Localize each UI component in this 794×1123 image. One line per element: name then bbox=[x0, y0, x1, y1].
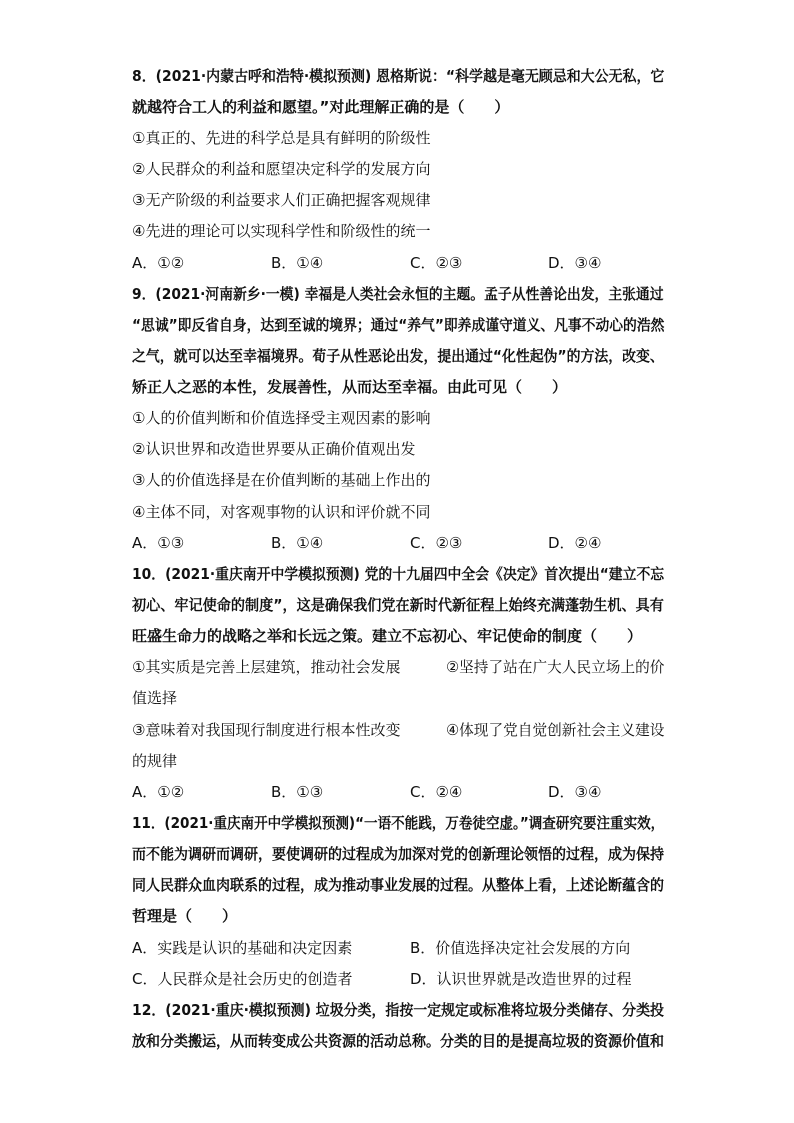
q10-choice-a: A．①② bbox=[132, 783, 185, 801]
q9-item-2: ②认识世界和改造世界要从正确价值观出发 bbox=[132, 440, 416, 458]
q8-item-1: ①真正的、先进的科学总是具有鲜明的阶级性 bbox=[132, 129, 431, 147]
q9-stem-line-3: 之气，就可以达至幸福境界。荀子从性恶论出发，提出通过“化性起伪”的方法，改变、 bbox=[132, 347, 664, 365]
q8-item-3: ③无产阶级的利益要求人们正确把握客观规律 bbox=[132, 191, 431, 209]
q8-choice-c: C．②③ bbox=[410, 254, 463, 272]
q11-choice-b: B．价值选择决定社会发展的方向 bbox=[410, 939, 631, 957]
q9-item-3: ③人的价值选择是在价值判断的基础上作出的 bbox=[132, 471, 431, 489]
q9-choice-c: C．②③ bbox=[410, 534, 463, 552]
q9-item-1: ①人的价值判断和价值选择受主观因素的影响 bbox=[132, 409, 431, 427]
q9-choice-d: D．②④ bbox=[548, 534, 602, 552]
q8-item-2: ②人民群众的利益和愿望决定科学的发展方向 bbox=[132, 160, 431, 178]
q10-choice-c: C．②④ bbox=[410, 783, 463, 801]
q8-choice-d: D．③④ bbox=[548, 254, 602, 272]
q12-stem-line-1: 12．(2021·重庆·模拟预测) 垃圾分类，指按一定规定或标准将垃圾分类储存、分类投 bbox=[132, 1001, 664, 1019]
q10-item-2-cont: 值选择 bbox=[132, 689, 178, 707]
q10-item-4-cont: 的规律 bbox=[132, 752, 178, 770]
q10-stem-line-3: 旺盛生命力的战略之举和长远之策。建立不忘初心、牢记使命的制度（ ） bbox=[132, 627, 643, 645]
q10-item-2: ②坚持了站在广大人民立场上的价 bbox=[446, 658, 665, 676]
q10-choice-d: D．③④ bbox=[548, 783, 602, 801]
q8-stem-line-2: 就越符合工人的利益和愿望。”对此理解正确的是（ ） bbox=[132, 98, 510, 116]
q8-choice-b: B．①④ bbox=[271, 254, 324, 272]
q11-choice-c: C．人民群众是社会历史的创造者 bbox=[132, 970, 353, 988]
q9-stem-line-2: “思诚”即反省自身，达到至诚的境界；通过“养气”即养成谨守道义、凡事不动心的浩然 bbox=[132, 316, 665, 334]
q11-choice-a: A．实践是认识的基础和决定因素 bbox=[132, 939, 353, 957]
q11-stem-line-2: 而不能为调研而调研，要使调研的过程成为加深对党的创新理论领悟的过程，成为保持 bbox=[132, 845, 664, 863]
q9-choice-a: A．①③ bbox=[132, 534, 185, 552]
q10-choice-b: B．①③ bbox=[271, 783, 324, 801]
q9-stem-line-1: 9．(2021·河南新乡·一模) 幸福是人类社会永恒的主题。孟子从性善论出发，主张通过 bbox=[132, 285, 664, 303]
q10-item-1: ①其实质是完善上层建筑，推动社会发展 bbox=[132, 658, 401, 676]
q10-item-3: ③意味着对我国现行制度进行根本性改变 bbox=[132, 721, 401, 739]
q11-stem-line-3: 同人民群众血肉联系的过程，成为推动事业发展的过程。从整体上看，上述论断蕴含的 bbox=[132, 876, 664, 894]
q11-choice-d: D．认识世界就是改造世界的过程 bbox=[410, 970, 632, 988]
q11-stem-line-4: 哲理是（ ） bbox=[132, 907, 238, 925]
q8-choice-a: A．①② bbox=[132, 254, 185, 272]
q10-item-4: ④体现了党自觉创新社会主义建设 bbox=[446, 721, 665, 739]
q12-stem-line-2: 放和分类搬运，从而转变成公共资源的活动总称。分类的目的是提高垃圾的资源价值和 bbox=[132, 1032, 664, 1050]
q9-stem-line-4: 矫正人之恶的本性，发展善性，从而达至幸福。由此可见（ ） bbox=[132, 378, 568, 396]
q10-stem-line-1: 10．(2021·重庆南开中学模拟预测) 党的十九届四中全会《决定》首次提出“建立不忘 bbox=[132, 565, 665, 583]
q10-stem-line-2: 初心、牢记使命的制度”，这是确保我们党在新时代新征程上始终充满蓬勃生机、具有 bbox=[132, 596, 664, 614]
q9-item-4: ④主体不同，对客观事物的认识和评价就不同 bbox=[132, 503, 431, 521]
q11-stem-line-1: 11．(2021·重庆南开中学模拟预测)“一语不能践，万卷徒空虚。”调查研究要注重实效， bbox=[132, 814, 665, 832]
q9-choice-b: B．①④ bbox=[271, 534, 324, 552]
q8-stem-line-1: 8．(2021·内蒙古呼和浩特·模拟预测) 恩格斯说：“科学越是毫无顾忌和大公无私，它 bbox=[132, 67, 665, 85]
q8-item-4: ④先进的理论可以实现科学性和阶级性的统一 bbox=[132, 222, 431, 240]
